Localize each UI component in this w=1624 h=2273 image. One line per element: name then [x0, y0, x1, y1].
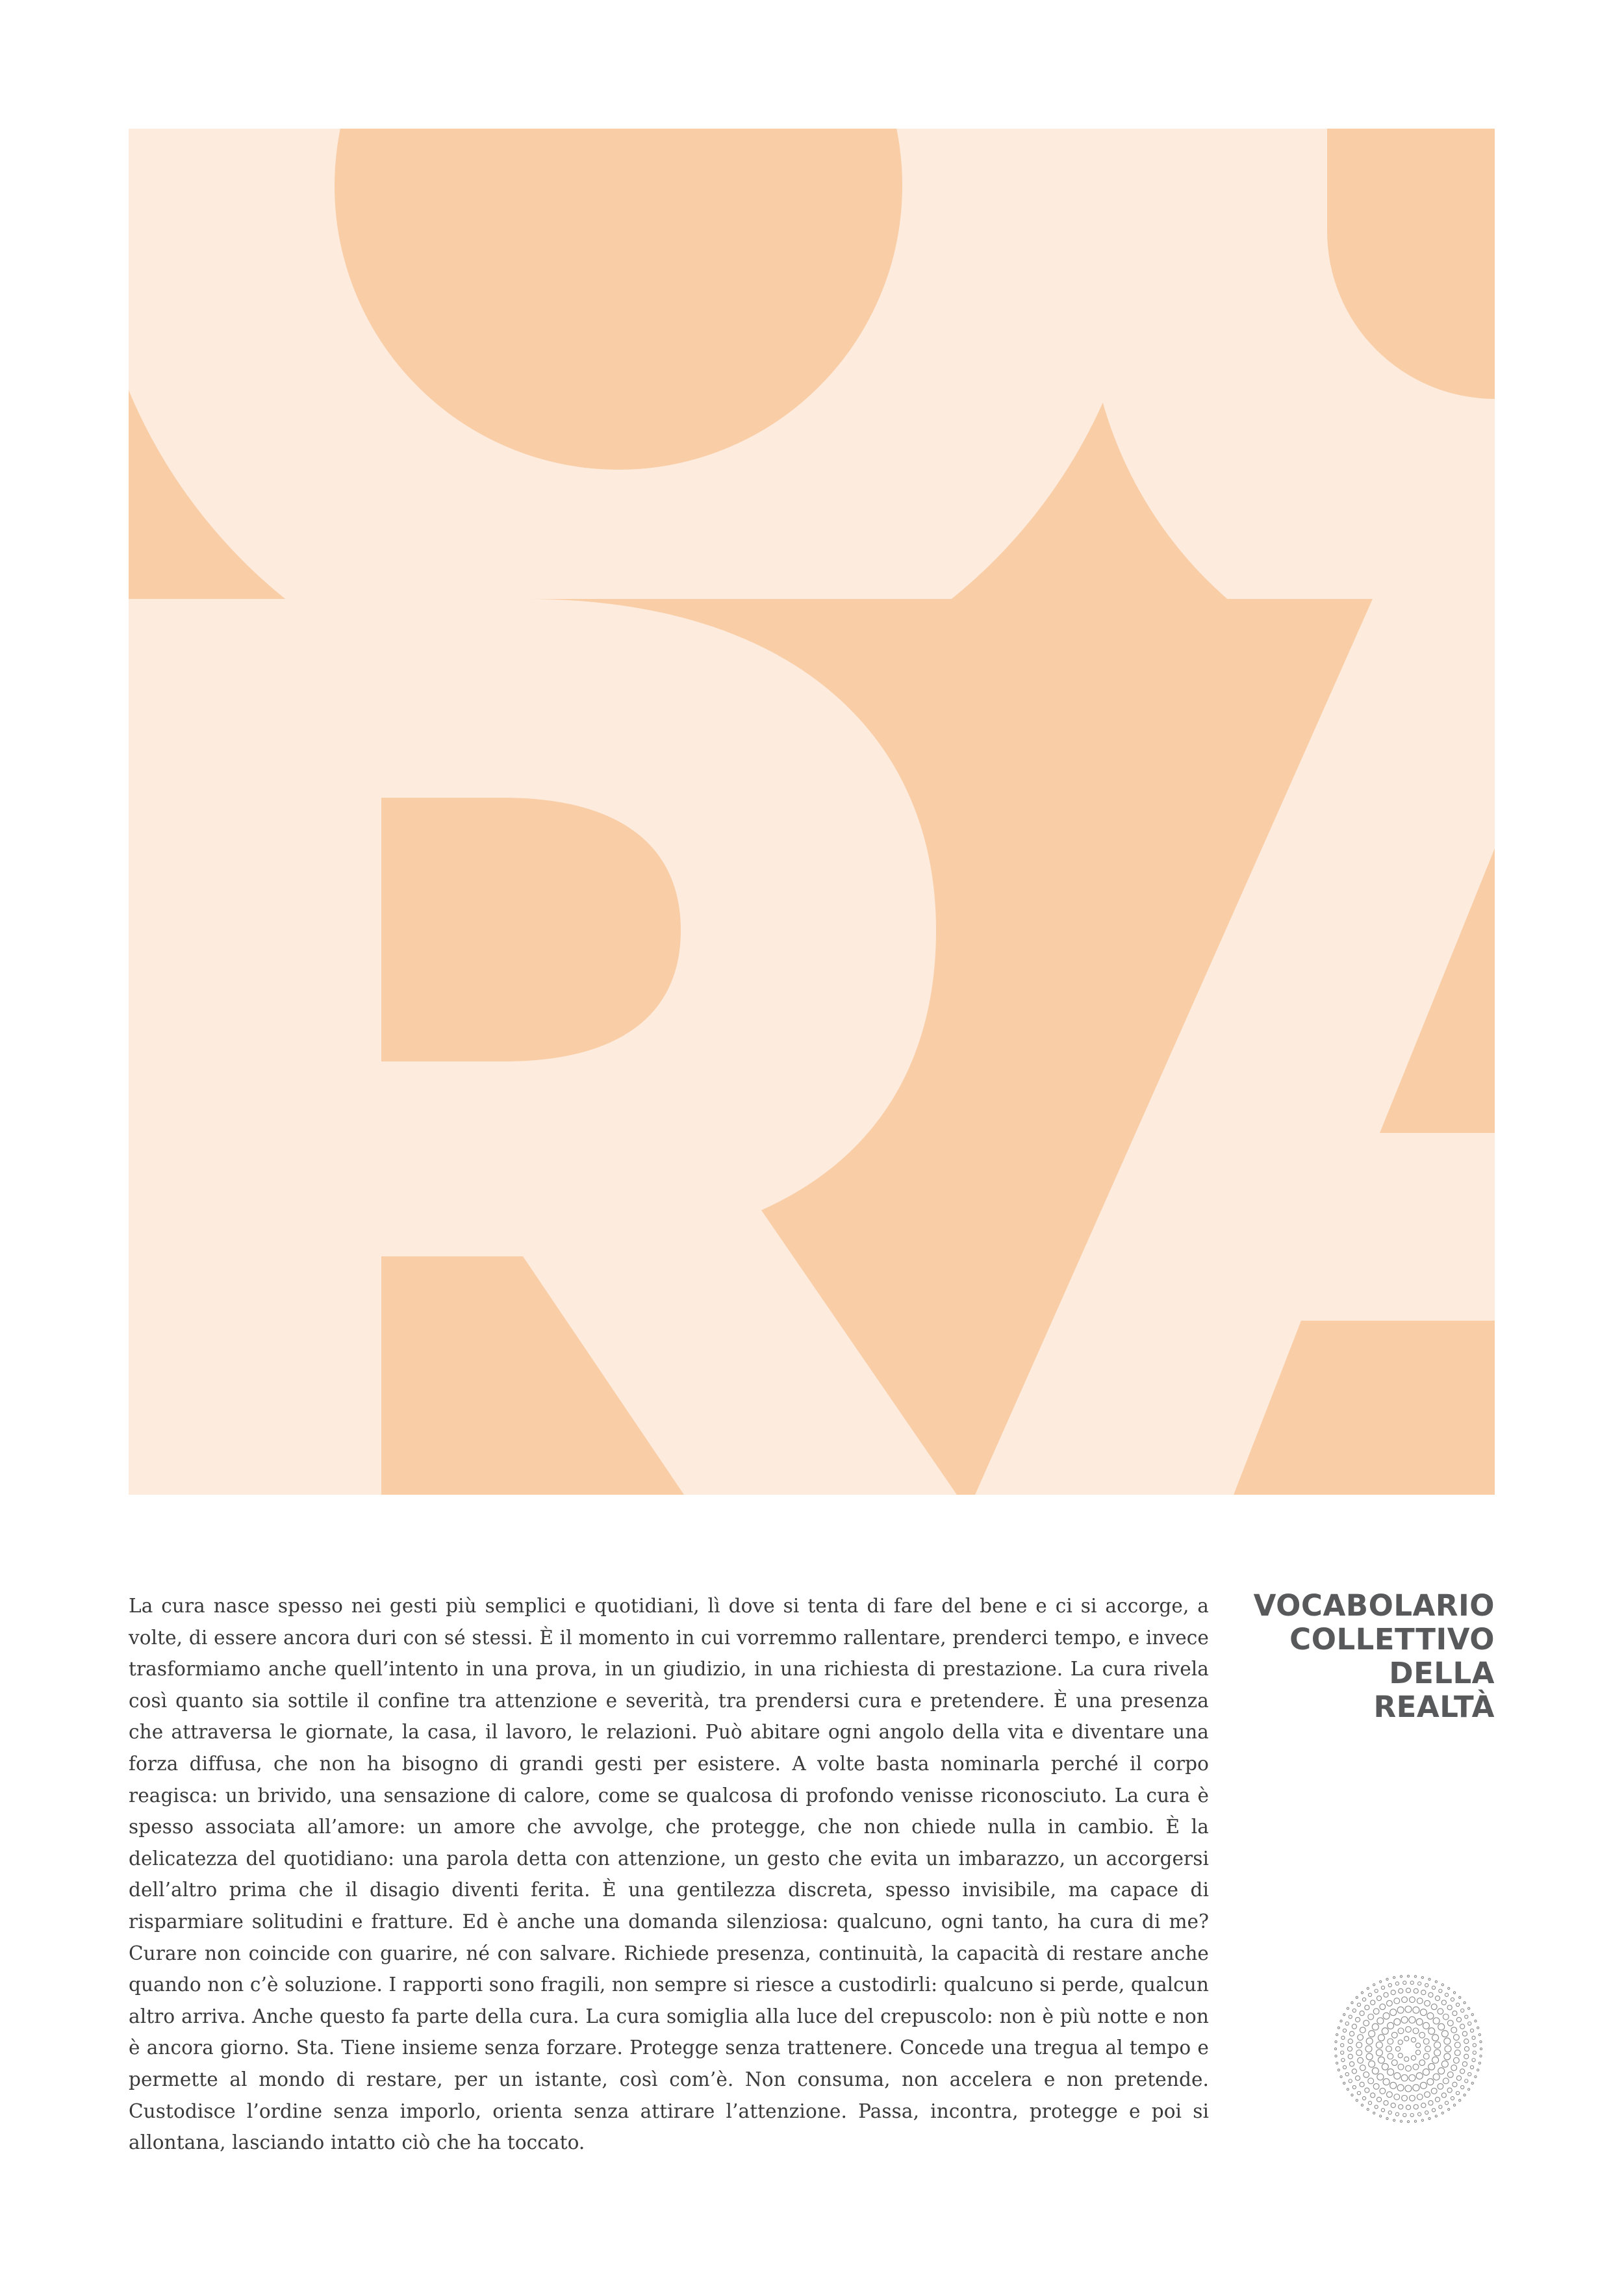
logo-dot [1425, 2046, 1431, 2052]
logo-dot [1451, 1998, 1454, 2001]
logo-dot [1402, 1997, 1408, 2003]
logo-dot [1413, 2028, 1419, 2034]
logo-dot [1431, 2004, 1437, 2010]
logo-dot [1377, 2097, 1381, 2102]
logo-dot [1390, 2009, 1397, 2016]
logo-dot [1434, 2050, 1441, 2056]
logo-dot [1410, 2113, 1414, 2116]
logo-dot [1388, 2111, 1391, 2114]
logo-dot [1343, 2066, 1346, 2069]
logo-dot [1432, 2109, 1435, 2112]
logo-dot [1373, 1984, 1375, 1986]
brand-title-line: REALTÀ [1373, 1690, 1495, 1724]
logo-dot [1480, 2040, 1482, 2042]
logo-dot [1447, 2005, 1452, 2010]
logo-dot [1448, 2109, 1450, 2111]
logo-dot [1414, 1975, 1416, 1977]
logo-dot [1420, 2082, 1427, 2089]
logo-dot [1400, 1975, 1402, 1977]
logo-dot [1410, 1981, 1414, 1985]
logo-dot [1453, 2011, 1457, 2016]
logo-dot [1406, 2066, 1412, 2072]
logo-dot [1371, 2000, 1375, 2005]
logo-dot [1438, 2068, 1445, 2074]
logo-dot [1341, 2044, 1344, 2047]
logo-dot [1416, 2018, 1423, 2025]
logo-dot [1414, 2120, 1416, 2122]
logo-dot [1439, 2105, 1442, 2109]
logo-dot [1409, 2016, 1415, 2023]
logo-dot [1409, 2075, 1415, 2081]
logo-dot [1395, 2046, 1400, 2051]
logo-dot [1459, 2100, 1461, 2102]
logo-dot [1340, 2020, 1342, 2022]
logo-dot [1387, 2000, 1393, 2006]
logo-dot [1352, 2085, 1356, 2089]
logo-dot [1365, 2005, 1369, 2010]
logo-dot [1477, 2069, 1479, 2071]
logo-dot [1398, 2053, 1402, 2058]
logo-dot [1464, 2001, 1465, 2003]
logo-dot [1462, 2031, 1467, 2036]
logo-dot [1366, 2053, 1373, 2060]
logo-dot [1451, 2096, 1454, 2100]
logo-dot [1421, 2119, 1423, 2121]
logo-dot [1411, 2055, 1415, 2060]
logo-dot [1335, 2040, 1337, 2042]
logo-dot [1391, 2060, 1397, 2066]
logo-dot [1432, 1986, 1435, 1989]
logo-dot [1403, 1981, 1406, 1985]
logo-dot [1393, 1977, 1395, 1979]
logo-dot [1454, 2042, 1460, 2048]
logo-dot [1352, 2069, 1356, 2074]
logo-dot [1480, 2048, 1482, 2050]
logo-dot [1401, 2075, 1408, 2081]
logo-dot [1368, 2014, 1374, 2020]
logo-dot [1423, 2053, 1429, 2059]
logo-dot [1382, 2063, 1388, 2070]
logo-dot [1347, 2046, 1352, 2051]
logo-dot [1352, 2024, 1356, 2029]
logo-dot [1364, 2020, 1369, 2026]
logo-dot [1454, 2035, 1460, 2040]
logo-dot [1357, 2091, 1360, 2094]
logo-dot [1387, 2092, 1393, 2098]
logo-dot [1404, 2057, 1409, 2061]
logo-dot [1373, 2009, 1379, 2014]
logo-dot [1360, 2065, 1365, 2071]
logo-dot [1464, 2046, 1469, 2051]
logo-dot [1456, 2017, 1461, 2022]
logo-dot [1384, 1992, 1388, 1997]
logo-dot [1406, 2027, 1412, 2033]
logo-dot [1445, 1993, 1448, 1996]
logo-dot [1462, 2062, 1467, 2066]
logo-dot [1401, 2016, 1408, 2023]
logo-dot [1367, 1987, 1369, 1989]
logo-dot [1425, 1983, 1428, 1987]
brand-title [1196, 1589, 1495, 1724]
logo-dot [1341, 2036, 1345, 2039]
logo-dot [1351, 2001, 1353, 2003]
logo-dot [1377, 1996, 1381, 2000]
logo-dot [1460, 2069, 1465, 2074]
logo-dot [1343, 2029, 1346, 2032]
logo-dot [1464, 2039, 1469, 2044]
logo-dot [1368, 2102, 1371, 2105]
cura-letters-graphic [129, 129, 1495, 1495]
logo-dot [1380, 2088, 1386, 2094]
logo-dot [1361, 2104, 1363, 2106]
logo-dot [1441, 1984, 1443, 1986]
logo-dot [1427, 2079, 1434, 2085]
logo-dot [1343, 2014, 1345, 2016]
logo-dot [1338, 2069, 1339, 2071]
logo-dot [1377, 2074, 1384, 2080]
logo-dot [1451, 2027, 1457, 2033]
logo-dot [1356, 2100, 1358, 2102]
brand-title-line: VOCABOLARIO [1253, 1588, 1495, 1623]
logo-dot [1375, 1989, 1378, 1992]
logo-dot [1368, 1993, 1371, 1996]
logo-dot [1388, 2022, 1394, 2029]
logo-dot [1425, 2111, 1428, 2114]
logo-dot [1361, 1992, 1363, 1994]
logo-dot [1356, 1996, 1358, 1998]
logo-dot [1391, 2103, 1395, 2107]
logo-dot [1375, 2105, 1378, 2109]
logo-dot [1362, 1998, 1365, 2001]
logo-dot [1431, 2088, 1437, 2094]
logo-dot [1394, 2018, 1401, 2025]
logo-dot [1465, 2079, 1468, 2083]
logo-dot [1461, 2085, 1464, 2089]
logo-dot [1444, 2038, 1451, 2044]
logo-dot [1428, 1978, 1430, 1980]
logo-dot [1345, 2072, 1349, 2076]
logo-dot [1447, 2088, 1452, 2092]
logo-dot [1383, 2079, 1389, 2085]
logo-dot [1441, 2093, 1446, 2098]
logo-dot [1433, 2074, 1440, 2080]
logo-dot [1378, 2057, 1384, 2063]
logo-dot [1454, 2050, 1460, 2056]
logo-dot [1441, 2031, 1448, 2037]
logo-dot [1364, 2072, 1369, 2077]
logo-dot [1432, 2057, 1439, 2063]
logo-dot [1405, 2006, 1412, 2013]
logo-dot [1471, 2082, 1473, 2084]
logo-dot [1386, 2046, 1392, 2052]
logo-dot [1368, 2078, 1374, 2084]
logo-dot [1388, 1983, 1391, 1987]
logo-dot [1360, 2082, 1364, 2087]
logo-dot [1358, 2035, 1364, 2040]
logo-dot [1347, 2089, 1349, 2090]
logo-dot [1397, 2085, 1404, 2091]
logo-dot [1345, 2022, 1349, 2025]
logo-graphic [1330, 1971, 1486, 2127]
logo-dot [1391, 1990, 1395, 1994]
logo-dot [1395, 2113, 1399, 2116]
logo-dot [1388, 2038, 1393, 2044]
logo-dot [1419, 2032, 1425, 2038]
logo-dot [1473, 2051, 1476, 2054]
logo-dot [1461, 2009, 1464, 2012]
logo-dot [1428, 1992, 1433, 1997]
logo-dot [1399, 1988, 1403, 1993]
logo-dot [1420, 2009, 1427, 2016]
logo-dot [1360, 2011, 1364, 2016]
logo-dot [1343, 2082, 1345, 2084]
logo-dot [1425, 2092, 1430, 2098]
logo-dot [1380, 2115, 1382, 2117]
logo-dot [1349, 2031, 1354, 2036]
logo-dot [1403, 2113, 1406, 2116]
logo-dot [1448, 1987, 1450, 1989]
logo-dot [1475, 2020, 1477, 2022]
logo-dot [1438, 2083, 1443, 2089]
logo-dot [1435, 2115, 1437, 2117]
logo-dot [1421, 2103, 1426, 2107]
logo-dot [1365, 2046, 1372, 2052]
logo-dot [1421, 1977, 1423, 1979]
logo-dot [1399, 2105, 1403, 2109]
logo-dot [1398, 2040, 1402, 2044]
logo-dot [1475, 2076, 1477, 2077]
logo-dot [1380, 1981, 1382, 1983]
logo-dot [1453, 2082, 1457, 2087]
brand-title-line: COLLETTIVO [1289, 1622, 1495, 1657]
logo-dot [1373, 2112, 1375, 2114]
logo-dot [1465, 2015, 1468, 2018]
logo-dot [1382, 2028, 1388, 2035]
logo-dot [1427, 2013, 1434, 2019]
logo-dot [1464, 2094, 1465, 2096]
logo-dot [1443, 2014, 1449, 2020]
logo-dot [1360, 2027, 1365, 2033]
logo-dot [1355, 2017, 1360, 2022]
logo-dot [1419, 2060, 1425, 2066]
brand-title-line: DELLA [1389, 1656, 1495, 1690]
logo-dot [1366, 2038, 1373, 2044]
concentric-dot-circle-icon [1330, 1971, 1486, 2127]
logo-dot [1456, 2076, 1461, 2080]
logo-dot [1362, 2096, 1365, 2100]
logo-dot [1410, 2095, 1415, 2101]
body-text: La cura nasce spesso nei gesti più semplici e quotidiani, lì dove si tenta di fare del bene e ci si accorge, a volte, di essere ancora duri con sé stessi. È il momento in cui vorremmo rallentare, prenderci tempo, e invece trasformiamo anche quell’intento in una prova, in un giudizio, in una richiesta di prestazione. La cura rivela così quanto sia sottile il confine tra attenzione e severità, tra prendersi cura e pretendere. È una presenza che attraversa le giornate, la casa, il lavoro, le relazioni. Può abitare ogni angolo della vita e diventare una forza diffusa, che non ha bisogno di grandi gesti per esistere. A volte basta nominarla perché il corpo reagisca: un brivido, una sensazione di calore, come se qualcosa di profondo venisse riconosciuto. La cura è spesso associata all’amore: un amore che avvolge, che protegge, che non chiede nulla in cambio. È la delicatezza del quotidiano: una parola detta con attenzione, un gesto che evita un imbarazzo, un accorgersi dell’altro prima che il disagio diventi ferita. È una gentilezza discreta, spesso invisibile, ma capace di risparmiare solitudini e fratture. Ed è anche una domanda silenziosa: qualcuno, ogni tanto, ha cura di me? Curare non coincide con guarire, né con salvare. Richiede presenza, continuità, la capacità di restare anche quando non c’è soluzione. I rapporti sono fragili, non sempre si riesce a custodirli: qualcuno si perde, qualcun altro arriva. Anche questo fa parte della cura. La cura somiglia alla luce del crepuscolo: non è più notte e non è ancora giorno. Sta. Tiene insieme senza forzare. Protegge senza trattenere. Concede una tregua al tempo e permette al mondo di restare, per un istante, così com’è. Non consuma, non accelera e non pretende. Custodisce l’ordine senza imporlo, orienta senza attirare l’attenzione. Passa, incontra, protegge e poi si allontana, lasciando intatto ciò che ha toccato. [129, 1595, 1209, 2154]
logo-dot [1413, 2064, 1419, 2070]
logo-dot [1438, 2024, 1445, 2030]
logo-dot [1400, 2120, 1402, 2122]
logo-dot [1367, 2109, 1369, 2111]
logo-dot [1369, 2031, 1375, 2037]
logo-dot [1407, 2120, 1409, 2122]
logo-dot [1358, 2057, 1364, 2063]
logo-dot [1336, 2062, 1338, 2064]
logo-dot [1464, 2054, 1469, 2059]
logo-dot [1417, 2113, 1421, 2116]
logo-dot [1377, 2018, 1384, 2024]
logo-dot [1421, 1990, 1426, 1994]
logo-dot [1445, 2102, 1448, 2105]
logo-dot [1394, 2094, 1400, 2100]
logo-dot [1417, 2094, 1423, 2100]
logo-dot [1341, 2051, 1344, 2054]
logo-dot [1428, 2118, 1430, 2120]
logo-dot [1356, 2050, 1362, 2056]
logo-dot [1460, 2024, 1465, 2029]
logo-dot [1356, 2042, 1362, 2048]
logo-dot [1423, 2022, 1429, 2029]
logo-dot [1357, 2003, 1360, 2006]
logo-dot [1376, 2050, 1382, 2056]
logo-dot [1398, 2028, 1404, 2034]
logo-dot [1406, 1988, 1410, 1992]
logo-dot [1425, 2000, 1430, 2006]
logo-dot [1441, 2061, 1448, 2067]
logo-dot [1335, 2055, 1337, 2057]
logo-dot [1384, 2101, 1388, 2105]
logo-dot [1349, 2062, 1354, 2066]
logo-dot [1347, 2007, 1349, 2009]
logo-dot [1398, 2064, 1404, 2070]
logo-dot [1365, 2088, 1369, 2092]
logo-dot [1445, 2046, 1451, 2052]
logo-dot [1444, 2053, 1451, 2060]
logo-dot [1394, 1998, 1400, 2004]
logo-dot [1376, 2042, 1382, 2048]
logo-dot [1480, 2055, 1482, 2057]
logo-dot [1406, 2105, 1410, 2109]
logo-dot [1439, 1989, 1442, 1992]
logo-dot [1478, 2034, 1480, 2036]
logo-dot [1434, 2042, 1441, 2048]
logo-dot [1415, 2050, 1420, 2055]
logo-dot [1378, 2035, 1384, 2041]
logo-dot [1478, 2062, 1480, 2064]
logo-dot [1352, 2009, 1356, 2012]
logo-dot [1453, 1992, 1455, 1994]
logo-dot [1336, 2034, 1338, 2036]
logo-dot [1417, 1982, 1421, 1985]
logo-dot [1334, 2048, 1336, 2050]
logo-dot [1381, 2109, 1384, 2112]
logo-dot [1341, 2058, 1345, 2061]
logo-dot [1438, 2009, 1443, 2014]
logo-dot [1415, 2043, 1420, 2048]
logo-dot [1383, 2013, 1389, 2019]
logo-dot [1468, 2007, 1470, 2009]
logo-dot [1369, 2061, 1375, 2067]
logo-dot [1470, 2066, 1473, 2069]
logo-dot [1413, 2007, 1419, 2013]
logo-dot [1456, 2091, 1459, 2094]
logo-dot [1349, 2079, 1352, 2083]
logo-dot [1373, 2083, 1379, 2089]
logo-dot [1394, 2073, 1401, 2079]
logo-dot [1372, 2068, 1378, 2074]
logo-dot [1441, 2000, 1446, 2005]
logo-dot [1390, 2082, 1397, 2089]
logo-dot [1477, 2027, 1479, 2029]
logo-dot [1388, 2053, 1393, 2059]
logo-dot [1470, 2029, 1473, 2032]
logo-dot [1411, 2038, 1415, 2042]
logo-dot [1393, 2119, 1395, 2121]
logo-dot [1338, 2027, 1339, 2029]
logo-dot [1348, 2039, 1352, 2044]
logo-dot [1454, 2057, 1460, 2063]
logo-dot [1417, 1998, 1423, 2004]
logo-dot [1349, 2015, 1352, 2018]
logo-dot [1451, 2065, 1457, 2071]
logo-dot [1372, 2024, 1378, 2030]
logo-dot [1472, 2058, 1475, 2061]
logo-dot [1471, 2014, 1473, 2016]
logo-dot [1435, 1996, 1440, 2000]
logo-dot [1432, 2035, 1439, 2041]
logo-dot [1473, 2044, 1476, 2047]
logo-dot [1441, 2112, 1443, 2114]
logo-dot [1402, 2095, 1408, 2101]
logo-dot [1386, 2118, 1388, 2120]
logo-dot [1414, 1988, 1418, 1993]
logo-dot [1459, 1996, 1461, 1998]
logo-dot [1447, 2020, 1453, 2026]
logo-dot [1414, 2105, 1418, 2109]
logo-dot [1348, 2054, 1352, 2059]
logo-dot [1371, 2093, 1375, 2098]
logo-dot [1468, 2089, 1470, 2090]
logo-dot [1405, 2085, 1412, 2092]
logo-dot [1433, 2018, 1440, 2024]
logo-dot [1386, 1978, 1388, 1980]
logo-dot [1380, 2004, 1386, 2010]
logo-dot [1428, 2028, 1435, 2035]
logo-dot [1355, 2076, 1360, 2080]
logo-dot [1397, 2007, 1404, 2013]
logo-dot [1381, 1986, 1384, 1989]
logo-dot [1395, 1982, 1399, 1985]
logo-dot [1447, 2072, 1453, 2077]
logo-dot [1416, 2073, 1423, 2079]
logo-dot [1404, 2037, 1409, 2041]
logo-dot [1388, 2069, 1394, 2076]
logo-dot [1423, 2038, 1429, 2044]
hero-graphic [129, 129, 1495, 1495]
logo-dot [1468, 2072, 1471, 2076]
logo-dot [1413, 2085, 1419, 2091]
logo-dot [1443, 2078, 1449, 2084]
logo-dot [1407, 1975, 1409, 1977]
logo-dot [1428, 2101, 1433, 2105]
logo-dot [1391, 2032, 1397, 2038]
logo-dot [1435, 1981, 1437, 1983]
logo-dot [1428, 2063, 1435, 2070]
logo-dot [1435, 2097, 1440, 2102]
logo-dot [1410, 1997, 1415, 2003]
logo-dot [1423, 2069, 1429, 2076]
logo-dot [1340, 2076, 1342, 2077]
logo-dot [1351, 2094, 1353, 2096]
logo-dot [1456, 2003, 1459, 2006]
logo-dot [1453, 2104, 1455, 2106]
logo-dot [1468, 2022, 1471, 2025]
logo-dot [1472, 2036, 1475, 2039]
